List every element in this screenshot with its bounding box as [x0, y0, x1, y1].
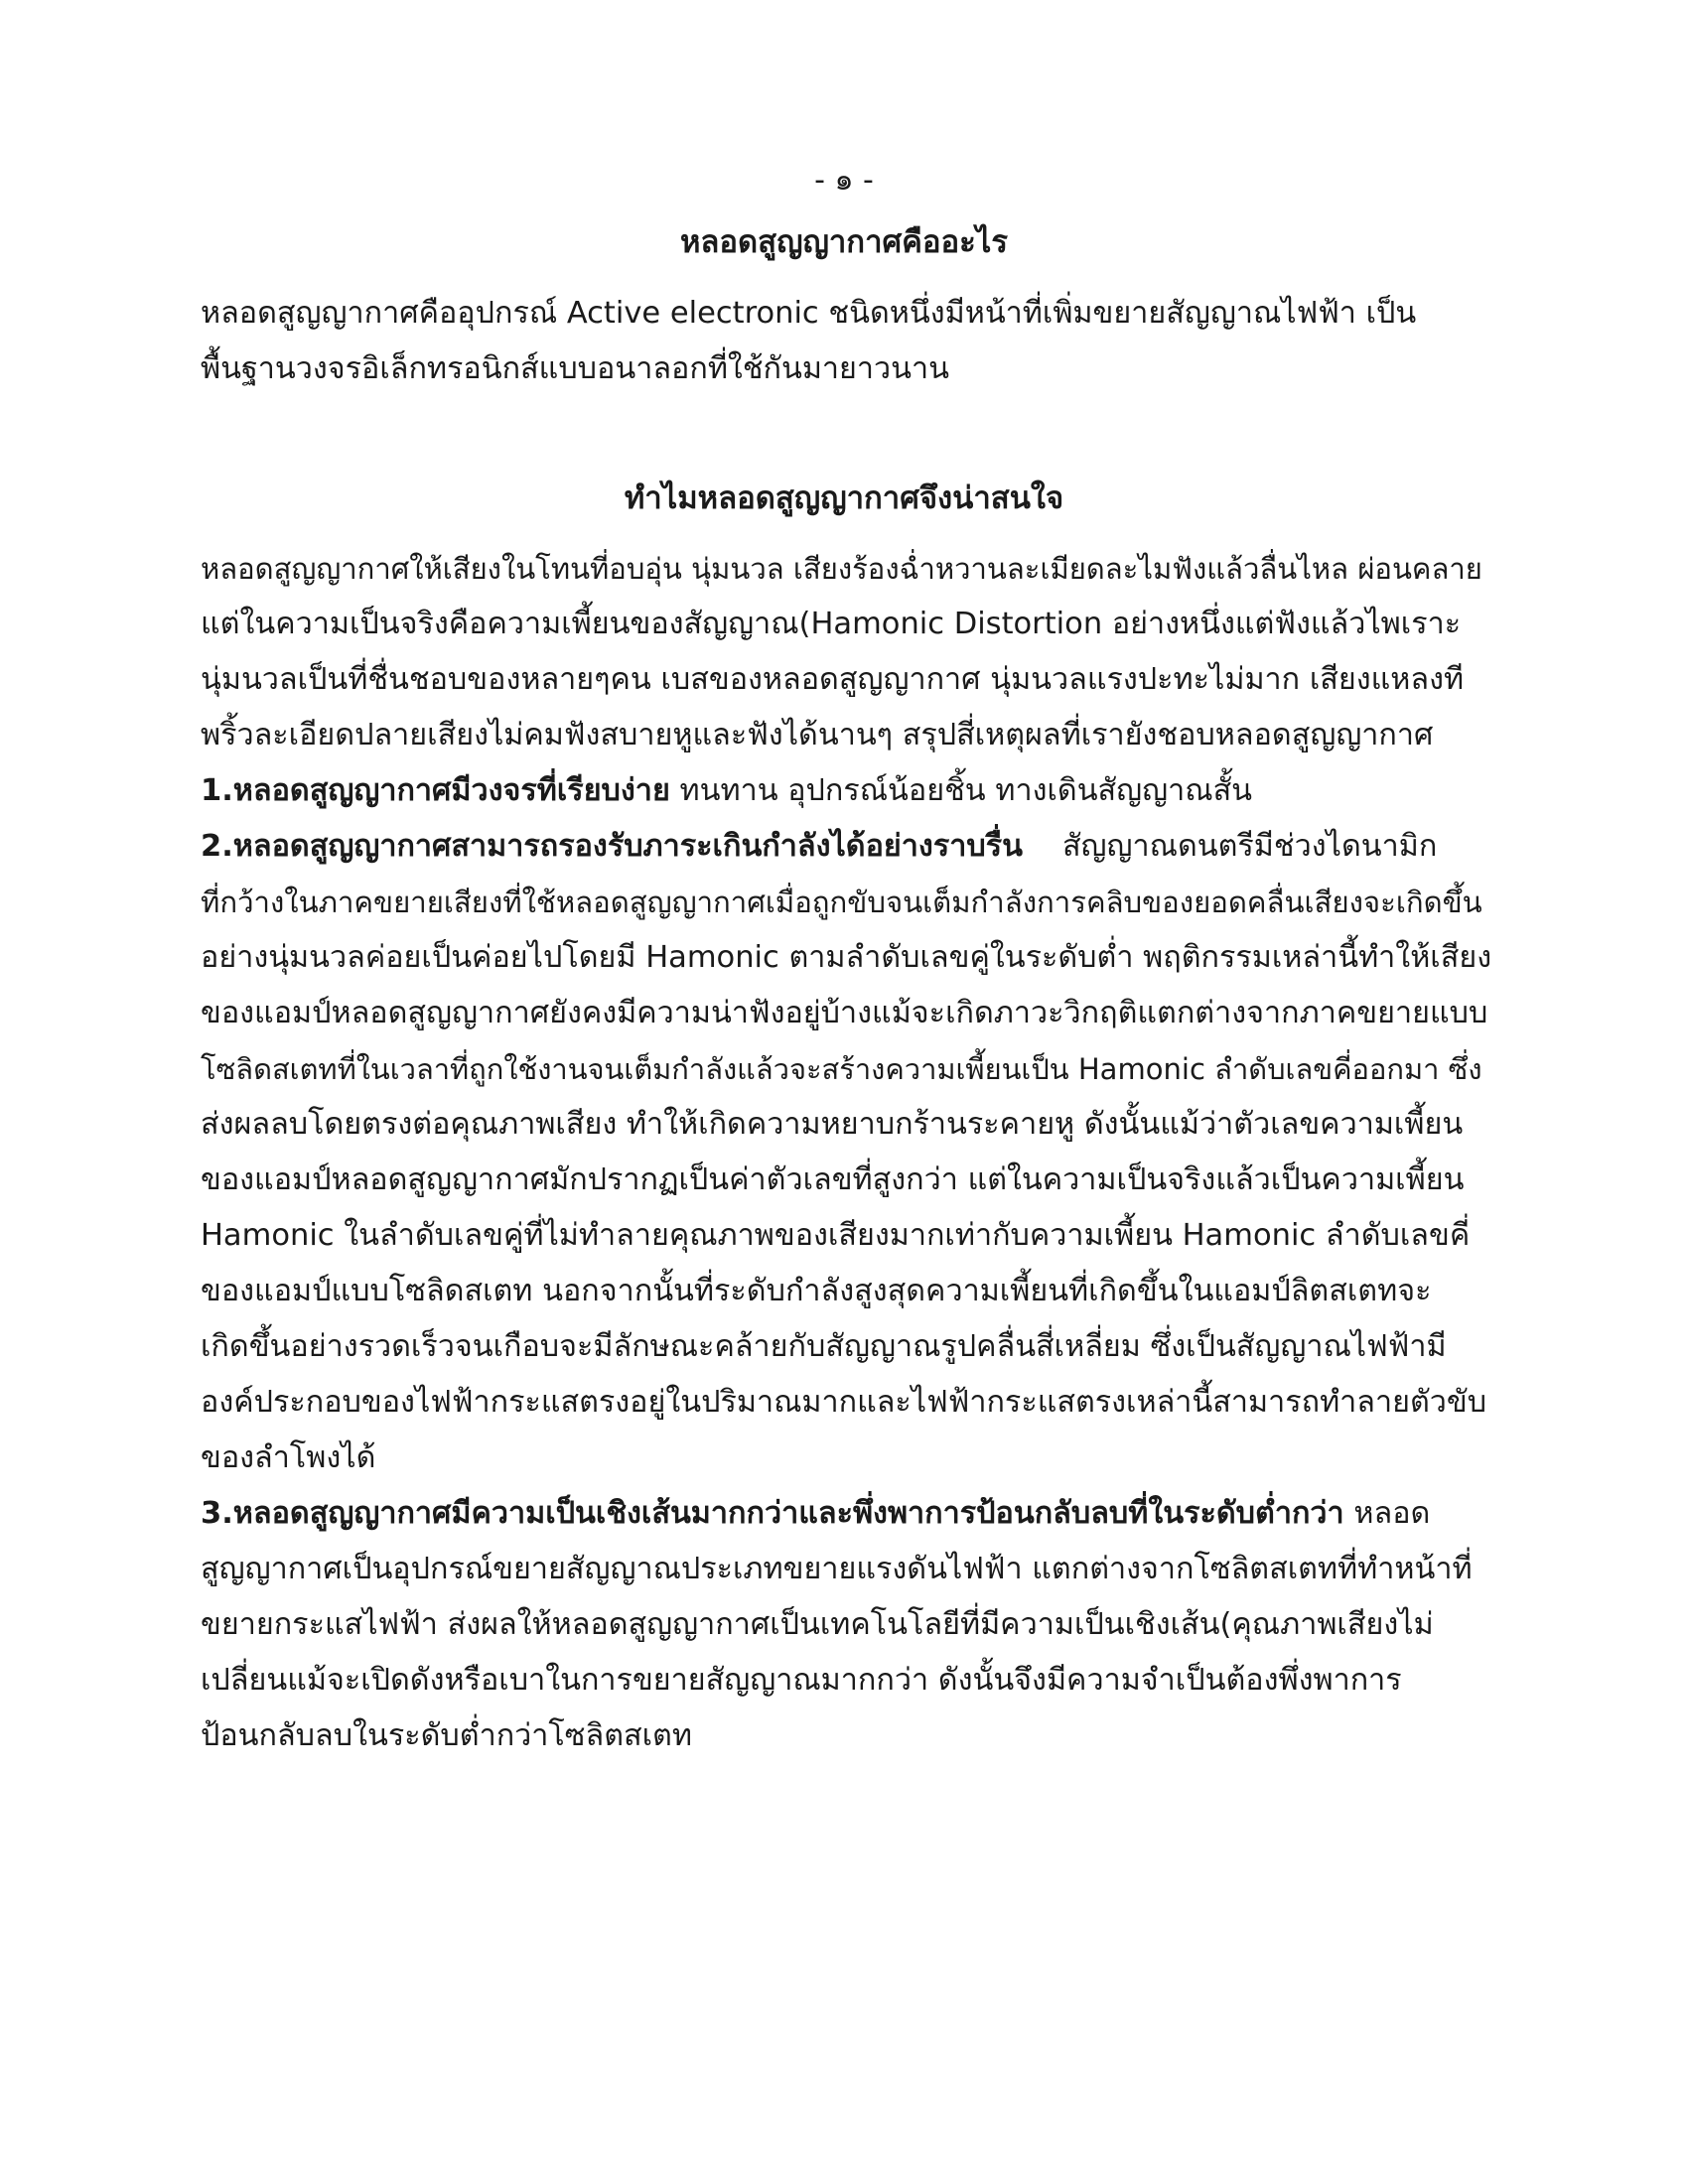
- body-line: Hamonic ในลำดับเลขคู่ที่ไม่ทำลายคุณภาพของเสียงมากเท่ากับความเพี้ยน Hamonic ลำดับเลขคี่: [201, 1218, 1471, 1253]
- body-line: ป้อนกลับลบในระดับต่ำกว่าโซลิตสเตท: [201, 1718, 692, 1753]
- body-line: เปลี่ยนแม้จะเปิดดังหรือเบาในการขยายสัญญาณมากกว่า ดังนั้นจึงมีความจำเป็นต้องพึ่งพาการ: [201, 1663, 1402, 1698]
- body-line: ที่กว้างในภาคขยายเสียงที่ใช้หลอดสูญญากาศเมื่อถูกขับจนเต็มกำลังการคลิบของยอดคลื่นเสียงจะเกิดขึ้น: [201, 886, 1482, 919]
- body-line: ของแอมป์แบบโซลิดสเตท นอกจากนั้นที่ระดับกำลังสูงสุดความเพี้ยนที่เกิดขึ้นในแอมป์ลิตสเตทจะ: [201, 1274, 1432, 1308]
- reason-2-text: สัญญาณดนตรีมีช่วงไดนามิก: [1061, 829, 1438, 864]
- body-line: นุ่มนวลเป็นที่ชื่นชอบของหลายๆคน เบสของหลอดสูญญากาศ นุ่มนวลแรงปะทะไม่มาก เสียงแหลงที: [201, 662, 1465, 697]
- body-line: โซลิดสเตทที่ในเวลาที่ถูกใช้งานจนเต็มกำลังแล้วจะสร้างความเพี้ยนเป็น Hamonic ลำดับเลขคี่ออกมา ซึ่ง: [201, 1052, 1482, 1086]
- body-line: พริ้วละเอียดปลายเสียงไม่คมฟังสบายหูและฟังได้นานๆ สรุปสี่เหตุผลที่เรายังชอบหลอดสูญญากาศ: [201, 718, 1434, 752]
- reason-3-text: หลอด: [1343, 1496, 1431, 1531]
- body-line: ของลำโพงได้: [201, 1440, 376, 1475]
- body-line: หลอดสูญญากาศคืออุปกรณ์ Active electronic ชนิดหนึ่งมีหน้าที่เพิ่มขยายสัญญาณไฟฟ้า เป็น: [201, 296, 1417, 331]
- body-line: ของแอมป์หลอดสูญญากาศมักปรากฏเป็นค่าตัวเลขที่สูงกว่า แต่ในความเป็นจริงแล้วเป็นความเพี้ยน: [201, 1162, 1465, 1197]
- section-title-what-is-vacuum-tube: หลอดสูญญากาศคืออะไร: [679, 224, 1009, 260]
- reason-1: [201, 763, 1491, 819]
- reason-1-title: 1.หลอดสูญญากาศมีวงจรที่เรียบง่าย: [201, 773, 670, 808]
- body-line: หลอดสูญญากาศให้เสียงในโทนที่อบอุ่น นุ่มนวล เสียงร้องฉ่ำหวานละเมียดละไมฟังแล้วลื่นไหล ผ่อนคลาย: [201, 552, 1482, 586]
- body-line: ขยายกระแสไฟฟ้า ส่งผลให้หลอดสูญญากาศเป็นเทคโนโลยีที่มีความเป็นเชิงเส้น(คุณภาพเสียงไม่: [201, 1607, 1434, 1642]
- reason-3-title: 3.หลอดสูญญากาศมีความเป็นเชิงเส้นมากกว่าและพึ่งพาการป้อนกลับลบที่ในระดับต่ำกว่า: [201, 1496, 1344, 1531]
- body-line: แต่ในความเป็นจริงคือความเพี้ยนของสัญญาณ(Hamonic Distortion อย่างหนึ่งแต่ฟังแล้วไพเราะ: [201, 607, 1462, 641]
- body-line: เกิดขึ้นอย่างรวดเร็วจนเกือบจะมีลักษณะคล้ายกับสัญญาณรูปคลื่นสี่เหลี่ยม ซึ่งเป็นสัญญาณไฟฟ้ามี: [201, 1329, 1447, 1364]
- body-line: พื้นฐานวงจรอิเล็กทรอนิกส์แบบอนาลอกที่ใช้กันมายาวนาน: [201, 351, 950, 386]
- body-line: อย่างนุ่มนวลค่อยเป็นค่อยไปโดยมี Hamonic ตามลำดับเลขคู่ในระดับต่ำ พฤติกรรมเหล่านี้ทำให้เสียง: [201, 940, 1492, 975]
- section-body-reasons: [201, 541, 1491, 1764]
- body-line: องค์ประกอบของไฟฟ้ากระแสตรงอยู่ในปริมาณมากและไฟฟ้ากระแสตรงเหล่านี้สามารถทำลายตัวขับ: [201, 1385, 1487, 1420]
- section-body-definition: [201, 286, 1491, 397]
- page-number: - ๑ -: [814, 163, 874, 198]
- body-line: สูญญากาศเป็นอุปกรณ์ขยายสัญญาณประเภทขยายแรงดันไฟฟ้า แตกต่างจากโซลิตสเตทที่ทำหน้าที่: [201, 1552, 1473, 1586]
- reason-3: [201, 1486, 1491, 1542]
- reason-2: [201, 819, 1491, 875]
- body-line: ของแอมป์หลอดสูญญากาศยังคงมีความน่าฟังอยู่บ้างแม้จะเกิดภาวะวิกฤติแตกต่างจากภาคขยายแบบ: [201, 996, 1488, 1030]
- section-title-why-interesting: ทำไมหลอดสูญญากาศจึงน่าสนใจ: [624, 480, 1064, 516]
- reason-2-title: 2.หลอดสูญญากาศสามารถรองรับภาระเกินกำลังได้อย่างราบรื่น: [201, 829, 1023, 864]
- reason-1-text: ทนทาน อุปกรณ์น้อยชิ้น ทางเดินสัญญาณสั้น: [669, 773, 1253, 808]
- body-line: ส่งผลลบโดยตรงต่อคุณภาพเสียง ทำให้เกิดความหยาบกร้านระคายหู ดังนั้นแม้ว่าตัวเลขความเพี้ยน: [201, 1107, 1464, 1142]
